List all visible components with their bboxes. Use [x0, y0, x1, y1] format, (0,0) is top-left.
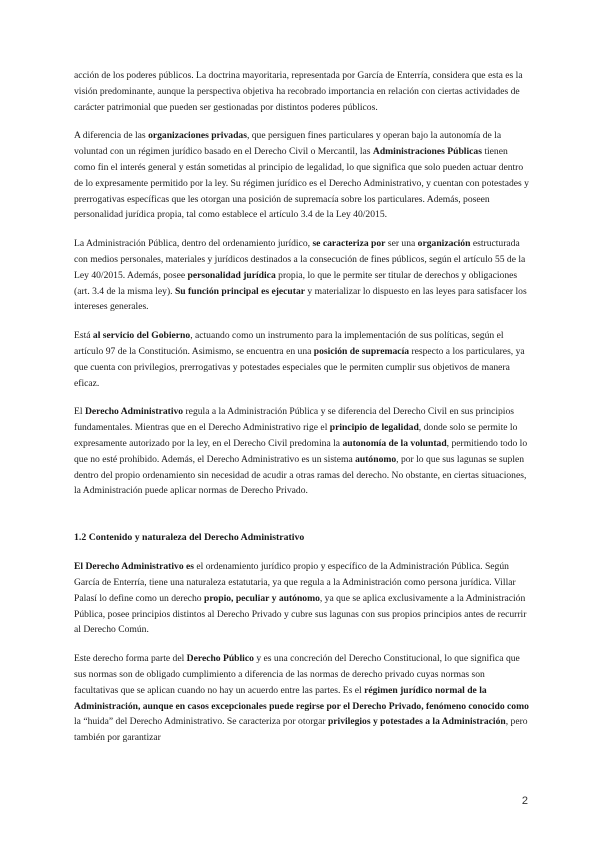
- paragraph: [74, 404, 529, 499]
- bold-text: régimen jurídico normal de la Administración, aunque en casos excepcionales puede regirse por el Derecho Privado, fenómeno conocido como: [74, 684, 529, 712]
- page-number: 2: [521, 795, 528, 807]
- paragraph: [74, 68, 529, 115]
- text-run: , por lo que sus lagunas se suplen dentro del propio ordenamiento sin necesidad de acudir a otras ramas del derecho. No obstante, en ciertas situaciones, la Administración puede aplicar normas de Derecho Privado.: [74, 453, 527, 497]
- paragraph: [74, 651, 529, 746]
- bold-text: Administraciones Públicas: [372, 146, 482, 158]
- text-run: propia, lo que le permite ser titular de derechos y obligaciones (art. 3.4 de la misma ley).: [74, 269, 518, 297]
- text-run: , permitiendo todo lo que no esté prohibido. Además, el Derecho Administrativo es un sistema: [74, 437, 528, 465]
- bold-text: privilegios y potestades a la Administración: [327, 716, 506, 728]
- bold-text: organización: [417, 238, 471, 250]
- text-run: el ordenamiento jurídico propio y específico de la Administración Pública. Según García de Enterría, tiene una naturaleza estatutaria, ya que regula a la Administración como persona jurídica. Villar Palasí lo define como un derecho: [74, 561, 516, 604]
- bold-text: personalidad jurídica: [187, 269, 276, 281]
- text-run: la “huida” del Derecho Administrativo. Se caracteriza por otorgar: [74, 716, 328, 728]
- section-heading: 1.2 Contenido y naturaleza del Derecho Administrativo: [74, 532, 305, 544]
- paragraph: [74, 236, 529, 315]
- text-run: y es una concreción del Derecho Constitucional, lo que significa que sus normas son de obligado cumplimiento a diferencia de las normas de derecho privado cuyas normas son facultativas que se aplican cuando no hay un acuerdo entre las partes. Es el: [74, 653, 520, 696]
- bold-text: El Derecho Administrativo es: [74, 561, 195, 573]
- bold-text: organizaciones privadas: [148, 130, 247, 142]
- paragraph: [74, 328, 529, 391]
- bold-text: principio de legalidad: [329, 422, 419, 434]
- bold-text: autonomía de la voluntad: [342, 437, 447, 449]
- bold-text: autónomo: [355, 453, 397, 465]
- page-content: [74, 68, 529, 746]
- text-run: A diferencia de las: [74, 130, 149, 142]
- text-run: acción de los poderes públicos. La doctrina mayoritaria, representada por García de Enterría, considera que esta es la visión predominante, aunque la perspectiva objetiva ha recobrado importancia en relación con ciertas actividades de carácter patrimonial que pueden ser gestionadas por distintos poderes públicos.: [74, 70, 523, 113]
- text-run: regula a la Administración Pública y se diferencia del Derecho Civil en sus principios fundamentales. Mientras que en el Derecho Administrativo rige el: [74, 406, 514, 434]
- paragraph: [74, 128, 529, 223]
- text-run: ser una: [385, 238, 418, 250]
- bold-text: se caracteriza por: [312, 238, 386, 250]
- bold-text: propio, peculiar y autónomo: [204, 592, 320, 604]
- text-run: , donde solo se permite lo expresamente autorizado por la ley, en el Derecho Civil predomina la: [74, 422, 518, 449]
- text-run: El: [74, 406, 85, 418]
- text-run: estructurada con medios personales, materiales y jurídicos destinados a la consecución de fines públicos, según el artículo 55 de la Ley 40/2015. Además, posee: [74, 238, 526, 281]
- bold-text: Su función principal es ejecutar: [174, 285, 306, 297]
- bold-text: al servicio del Gobierno: [92, 330, 191, 342]
- text-run: y materializar lo dispuesto en las leyes para satisfacer los intereses generales.: [74, 285, 527, 313]
- text-run: respecto a los particulares, ya que cuenta con privilegios, prerrogativas y potestades especiales que le permiten cumplir sus objetivos de manera eficaz.: [74, 345, 525, 389]
- top-paragraphs: [74, 68, 529, 499]
- bold-text: Derecho Público: [186, 653, 254, 665]
- text-run: Este derecho forma parte del: [74, 653, 187, 665]
- bold-text: Derecho Administrativo: [84, 406, 184, 418]
- text-run: La Administración Pública, dentro del ordenamiento jurídico,: [74, 238, 313, 250]
- text-run: , que persiguen fines particulares y operan bajo la autonomía de la voluntad con un régimen jurídico basado en el Derecho Civil o Mercantil, las: [74, 130, 502, 158]
- text-run: , actuando como un instrumento para la implementación de sus políticas, según el artículo 97 de la Constitución. Asimismo, se encuentra en una: [74, 330, 504, 357]
- section-paragraphs: [74, 559, 529, 746]
- text-run: Está: [74, 330, 93, 342]
- text-run: , ya que se aplica exclusivamente a la Administración Pública, posee principios distintos al Derecho Privado y cubre sus lagunas con sus propios principios antes de recurrir al Derecho Común.: [74, 592, 527, 636]
- paragraph: [74, 559, 529, 638]
- text-run: , pero también por garantizar: [74, 716, 528, 744]
- text-run: tienen como fin el interés general y están sometidas al principio de legalidad, lo que significa que solo pueden actuar dentro de lo expresamente permitido por la ley. Su régimen jurídico es el Derecho Administrativo, y cuentan con potestades y prerrogativas específicas que les otorgan una posición de supremacía sobre los particulares. Además, poseen personalidad jurídica propia, tal como establece el artículo 3.4 de la Ley 40/2015.: [74, 146, 529, 221]
- bold-text: posición de supremacía: [313, 345, 410, 357]
